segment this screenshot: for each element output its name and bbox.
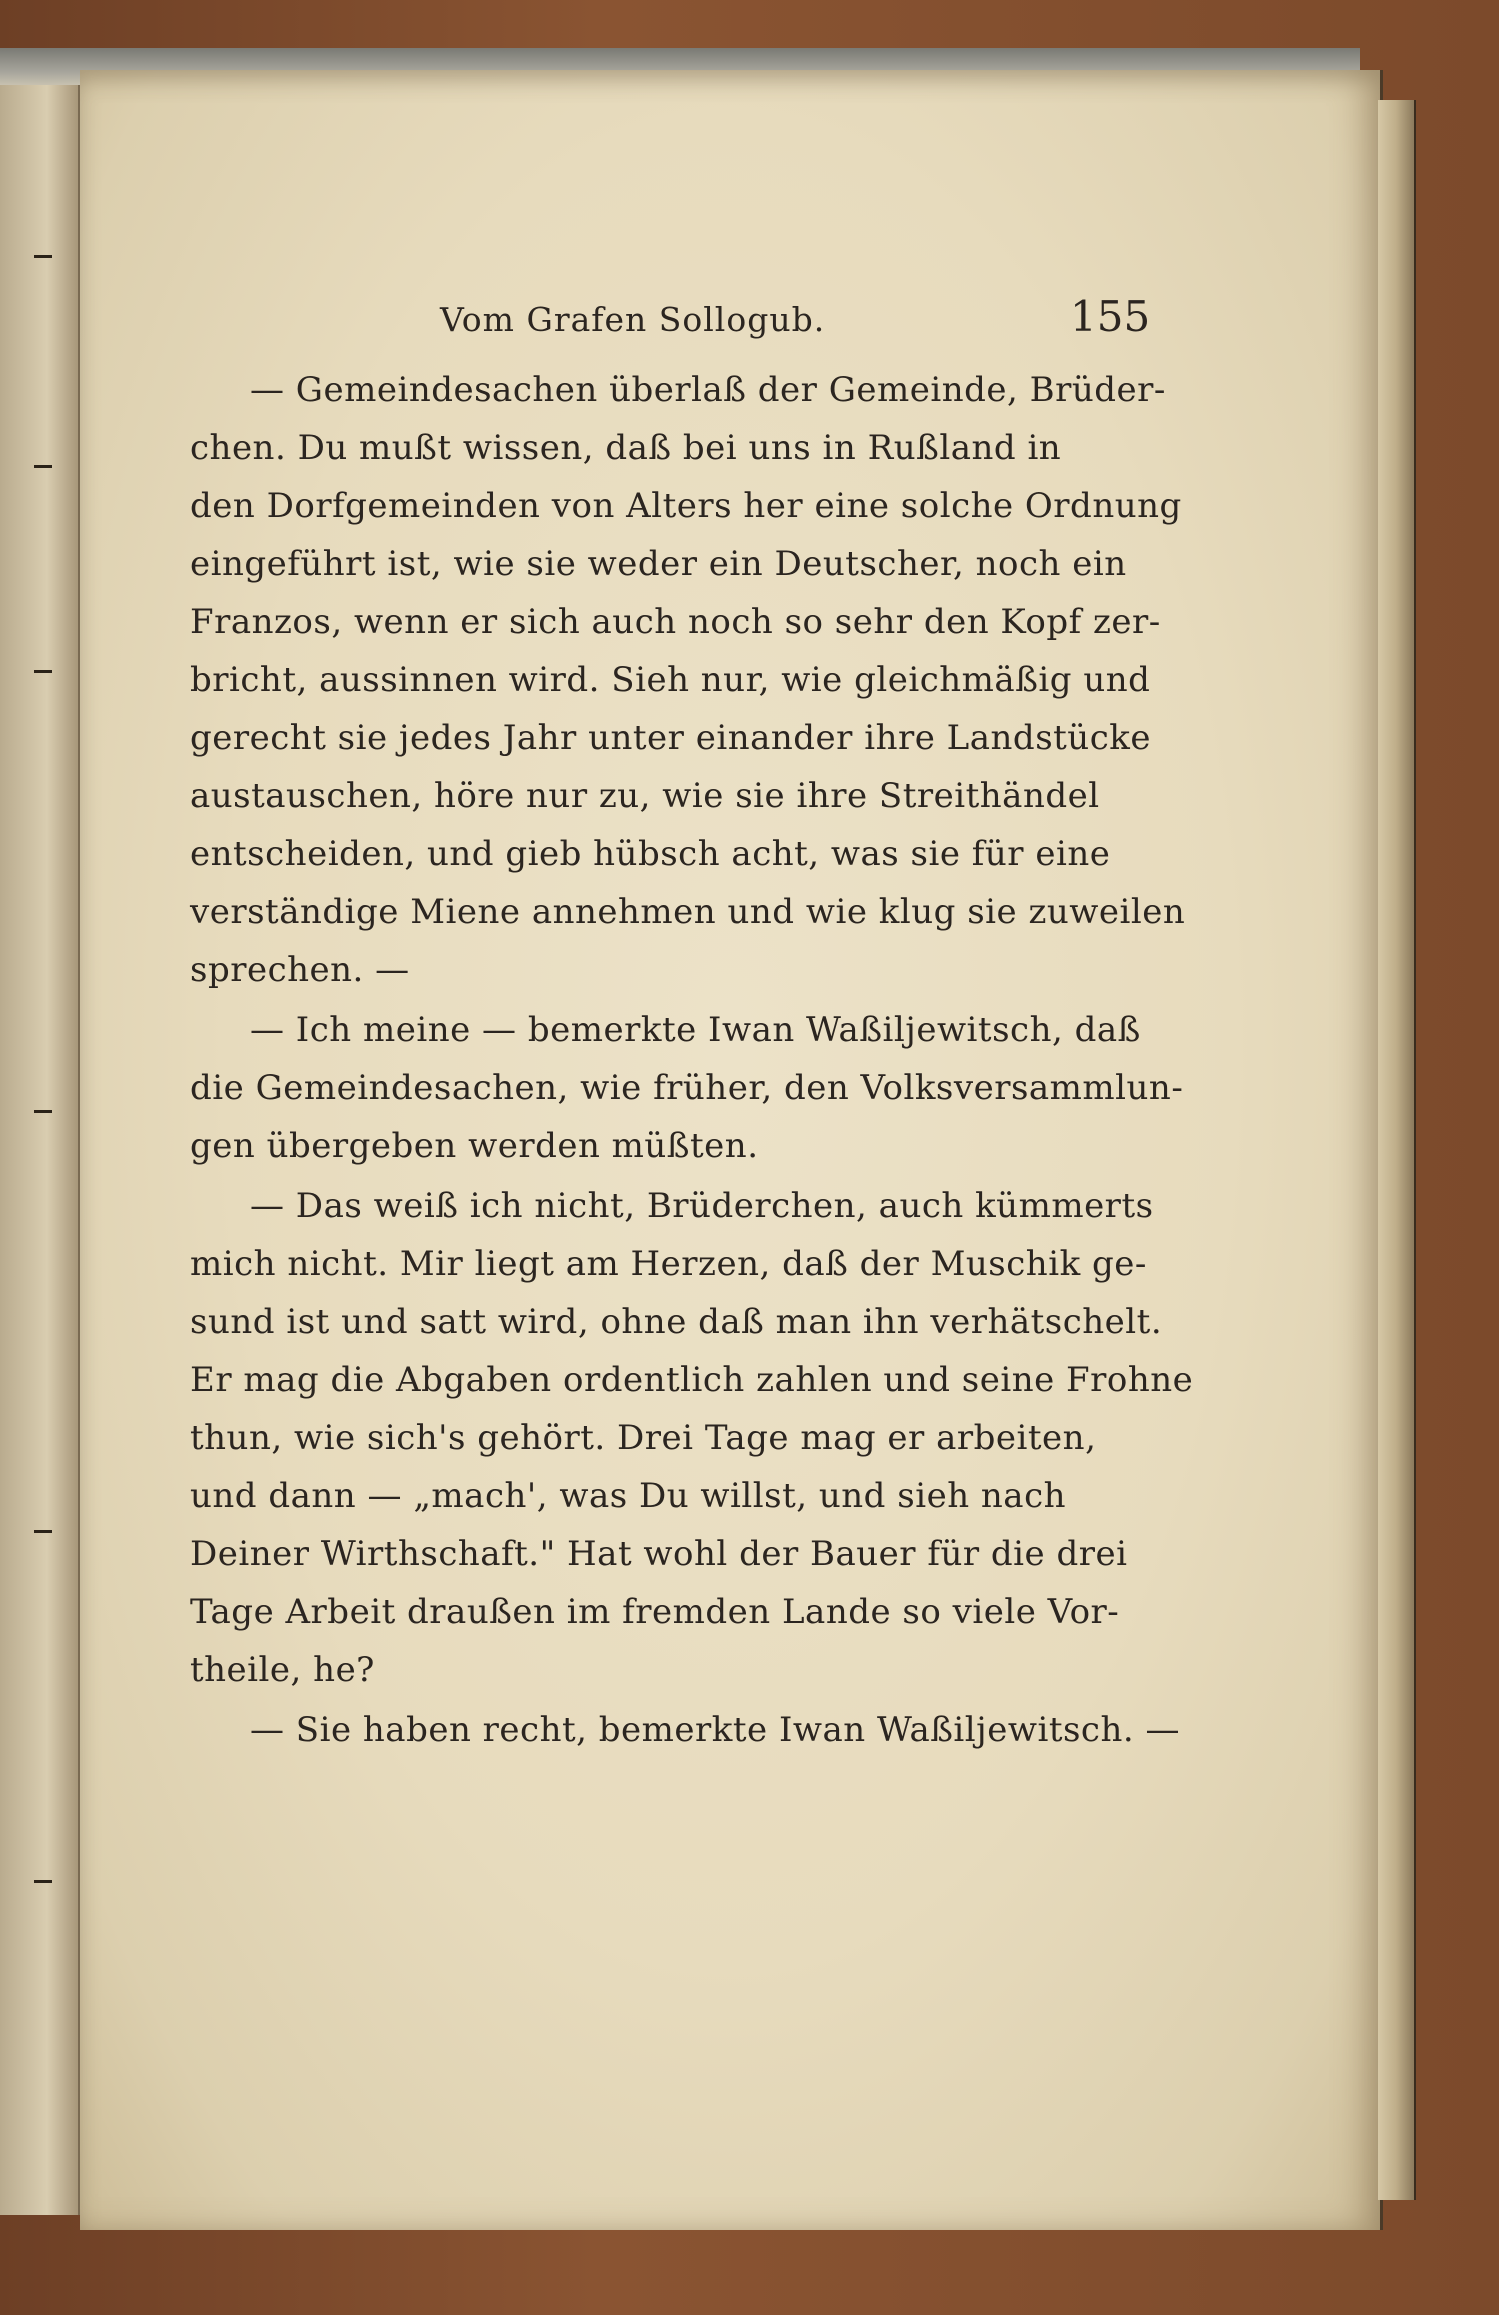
text-line: Tage Arbeit draußen im fremden Lande so viele Vor- <box>190 1592 1120 1632</box>
text-line: sprechen. — <box>190 950 410 990</box>
margin-mark <box>34 255 52 258</box>
text-line: den Dorfgemeinden von Alters her eine solche Ordnung <box>190 486 1182 526</box>
text-line: eingeführt ist, wie sie weder ein Deutscher, noch ein <box>190 544 1127 584</box>
text-line: austauschen, höre nur zu, wie sie ihre Streithändel <box>190 776 1100 816</box>
text-line: Er mag die Abgaben ordentlich zahlen und seine Frohne <box>190 1360 1194 1400</box>
page-header <box>190 292 1180 352</box>
text-line: Franzos, wenn er sich auch noch so sehr den Kopf zer- <box>190 602 1161 642</box>
margin-mark <box>34 465 52 468</box>
text-line: mich nicht. Mir liegt am Herzen, daß der Muschik ge- <box>190 1244 1147 1284</box>
margin-mark <box>34 1110 52 1113</box>
text-line: — Ich meine — bemerkte Iwan Waßiljewitsch, daß <box>250 1010 1141 1050</box>
running-head: Vom Grafen Sollogub. <box>440 300 826 339</box>
text-line: gen übergeben werden müßten. <box>190 1126 759 1166</box>
margin-mark <box>34 670 52 673</box>
margin-mark <box>34 1530 52 1533</box>
text-line: die Gemeindesachen, wie früher, den Volksversammlun- <box>190 1068 1184 1108</box>
text-line: und dann — „mach', was Du willst, und sieh nach <box>190 1476 1067 1516</box>
facing-page-edge <box>0 85 80 2215</box>
text-line: thun, wie sich's gehört. Drei Tage mag er arbeiten, <box>190 1418 1097 1458</box>
page-fore-edge <box>1378 100 1416 2200</box>
book-page <box>80 70 1383 2230</box>
text-line: bricht, aussinnen wird. Sieh nur, wie gleichmäßig und <box>190 660 1151 700</box>
text-line: theile, he? <box>190 1650 375 1690</box>
text-line: — Sie haben recht, bemerkte Iwan Waßiljewitsch. — <box>250 1710 1180 1750</box>
text-line: sund ist und satt wird, ohne daß man ihn verhätschelt. <box>190 1302 1163 1342</box>
text-line: Deiner Wirthschaft." Hat wohl der Bauer für die drei <box>190 1534 1128 1574</box>
page-number: 155 <box>1070 292 1151 341</box>
text-line: gerecht sie jedes Jahr unter einander ihre Landstücke <box>190 718 1151 758</box>
text-line: entscheiden, und gieb hübsch acht, was sie für eine <box>190 834 1111 874</box>
text-line: chen. Du mußt wissen, daß bei uns in Rußland in <box>190 428 1062 468</box>
margin-mark <box>34 1880 52 1883</box>
text-line: — Das weiß ich nicht, Brüderchen, auch kümmerts <box>250 1186 1154 1226</box>
text-line: verständige Miene annehmen und wie klug sie zuweilen <box>190 892 1186 932</box>
text-line: — Gemeindesachen überlaß der Gemeinde, Brüder- <box>250 370 1166 410</box>
